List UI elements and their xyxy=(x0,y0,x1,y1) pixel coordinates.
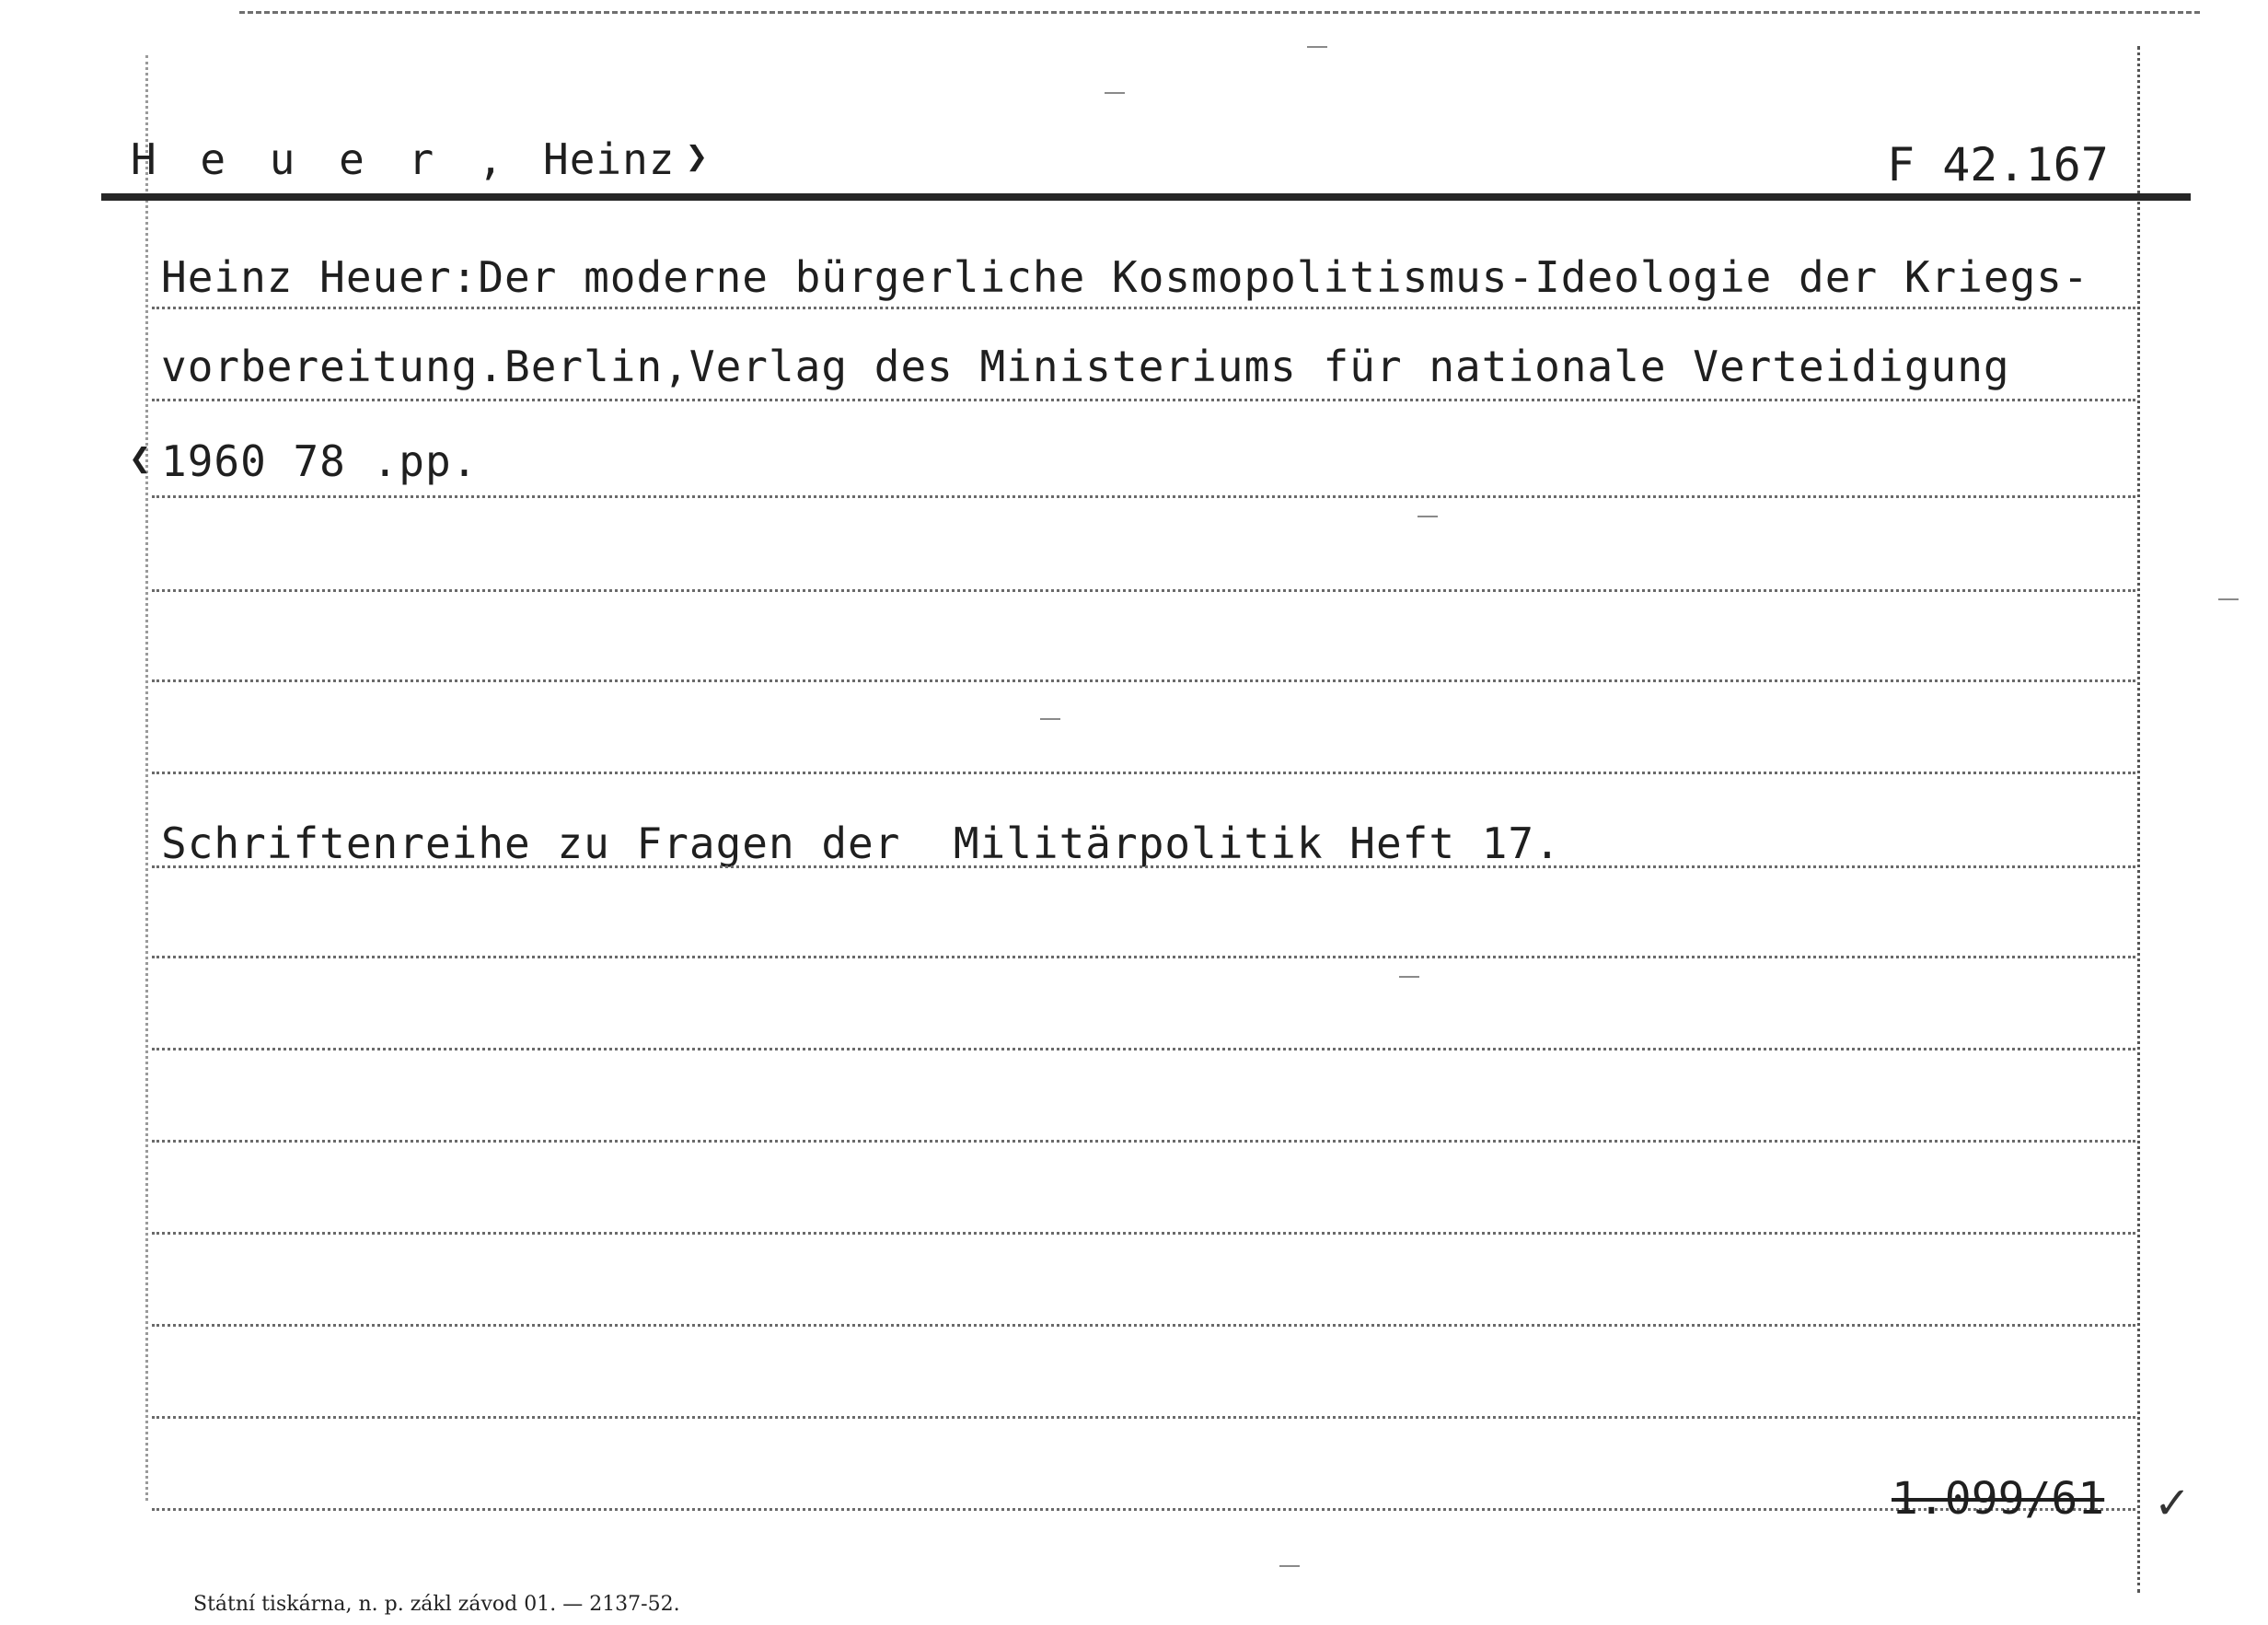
check-mark-icon: ✓ xyxy=(2154,1478,2192,1529)
ruled-line xyxy=(152,865,2135,868)
entry-line-2: vorbereitung.Berlin,Verlag des Ministeriums für nationale Verteidigung xyxy=(161,342,2010,391)
card-left-margin xyxy=(145,55,148,1501)
ruled-line xyxy=(152,1048,2135,1050)
scan-speck xyxy=(1040,718,1060,720)
scan-speck xyxy=(1279,1565,1300,1567)
chevron-right-icon: ❯ xyxy=(686,135,710,178)
header-rule xyxy=(101,193,2191,201)
ruled-line xyxy=(152,772,2135,774)
entry-line-3: 1960 78 .pp. xyxy=(161,436,479,486)
scan-speck xyxy=(2218,598,2239,600)
card-top-border xyxy=(239,11,2200,14)
ruled-line xyxy=(152,956,2135,958)
ruled-line xyxy=(152,1232,2135,1235)
scan-speck xyxy=(1418,516,1438,517)
scan-speck xyxy=(1307,46,1327,48)
ruled-line xyxy=(152,399,2135,401)
series-note: Schriftenreihe zu Fragen der Militärpolitik Heft 17. xyxy=(161,818,1561,868)
scan-speck xyxy=(1105,92,1125,94)
accession-number: 1.099/61 xyxy=(1892,1473,2105,1525)
ruled-line xyxy=(152,307,2135,309)
ruled-line xyxy=(152,1324,2135,1327)
ruled-line xyxy=(152,1508,2135,1511)
ruled-line xyxy=(152,1140,2135,1143)
card-right-border xyxy=(2137,46,2140,1593)
scan-speck xyxy=(1399,976,1419,978)
entry-line-1: Heinz Heuer:Der moderne bürgerliche Kosmopolitismus-Ideologie der Kriegs- xyxy=(161,252,2089,302)
ruled-line xyxy=(152,1416,2135,1419)
chevron-left-icon: ❮ xyxy=(129,437,153,480)
ruled-line xyxy=(152,679,2135,682)
ruled-line xyxy=(152,589,2135,592)
printer-imprint: Státní tiskárna, n. p. zákl závod 01. — 2137-52. xyxy=(193,1593,680,1616)
author-first-name: Heinz xyxy=(543,134,676,184)
shelf-signature: F 42.167 xyxy=(1887,138,2109,192)
author-surname: H e u e r , xyxy=(131,134,513,184)
ruled-line xyxy=(152,495,2135,498)
